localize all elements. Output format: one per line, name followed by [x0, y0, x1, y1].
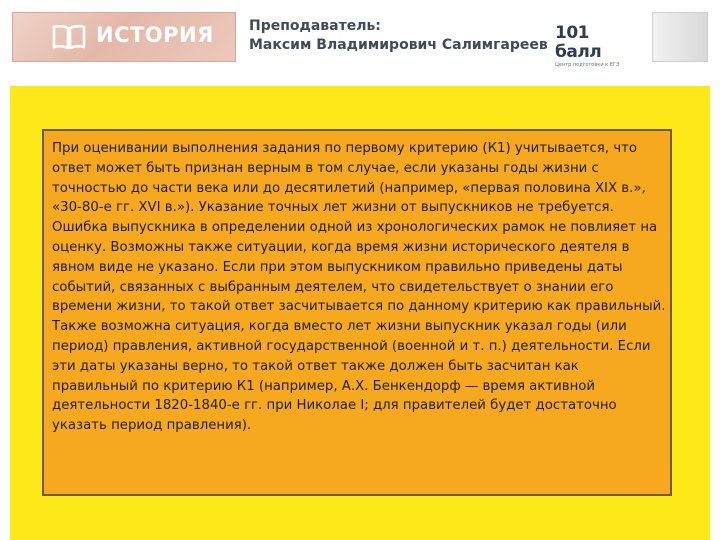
- subject-title: ИСТОРИЯ: [96, 23, 214, 47]
- paragraph-2: Также возможна ситуация, когда вместо лет жизни выпускник указал годы (или период) правления, активной государственной (военной и т. п.) деятельности. Если эти даты указаны верно, то такой ответ также должен быть засчитан как правильный по критерию К1 (например, А.Х. Бенкендорф — время активной деятельности 1820-1840-е гг. при Николае I; для правителей будет достаточно указать период правления).: [52, 319, 655, 434]
- brand-name: 101 балл: [555, 23, 602, 62]
- brand-logo: [555, 23, 635, 68]
- content-text: [52, 139, 668, 436]
- content-box: [42, 129, 672, 496]
- paragraph-1: При оценивании выполнения задания по первому критерию (К1) учитывается, что ответ может быть признан верным в том случае, если указаны годы жизни с точностью до части века или до десятилетий (например, «первая половина XIX в.», «30-80-е гг. XVI в.»). Указание точных лет жизни от выпускников не требуется. Ошибка выпускника в определении одной из хронологических рамок не повлияет на оценку. Возможны также ситуации, когда время жизни исторического деятеля в явном виде не указано. Если при этом выпускником правильно приведены даты событий, связанных с выбранным деятелем, что свидетельствует о знании его времени жизни, то такой ответ засчитывается по данному критерию как правильный.: [52, 141, 666, 315]
- teacher-name: Максим Владимирович Салимгареев: [249, 37, 548, 53]
- side-tab: [652, 12, 708, 62]
- slide-area: [10, 86, 710, 540]
- brand-subtitle: Центр подготовки к ЕГЭ: [555, 62, 620, 68]
- teacher-label: Преподаватель:: [249, 18, 381, 34]
- subject-logo: [12, 12, 236, 62]
- open-book-icon: [52, 24, 86, 50]
- teacher-info: [249, 17, 548, 55]
- header: [0, 0, 720, 70]
